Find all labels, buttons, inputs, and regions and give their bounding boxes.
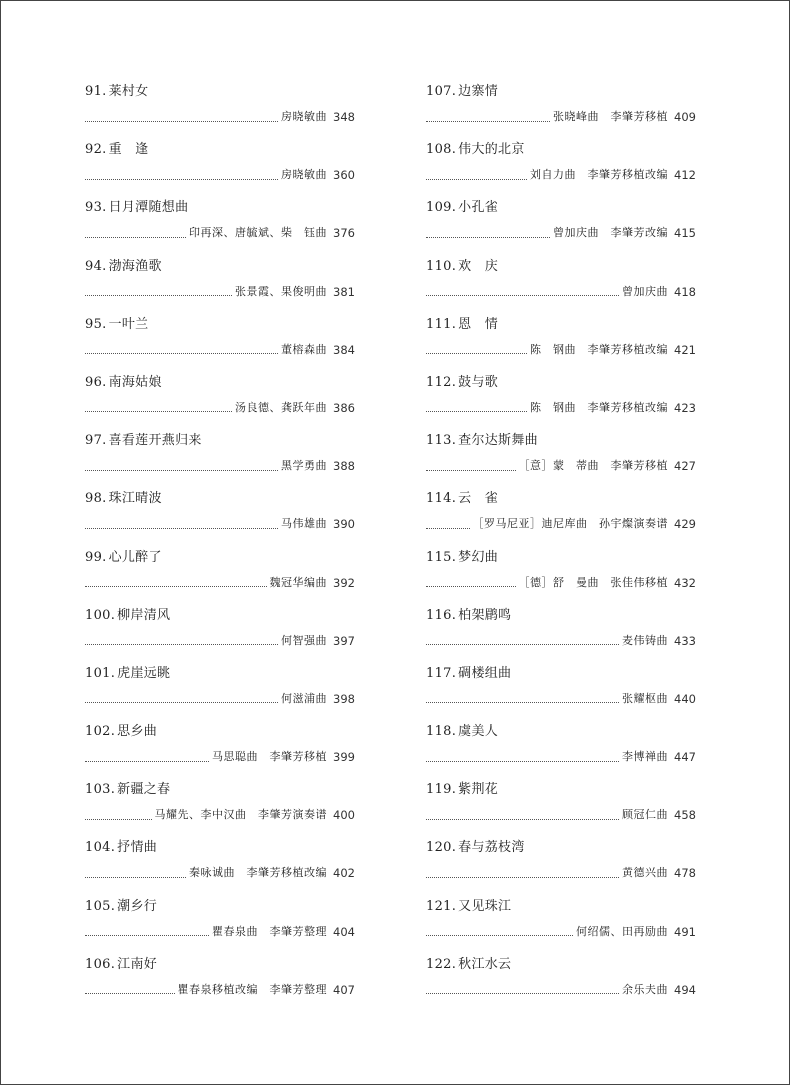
entry-leader-line [85, 576, 355, 590]
entry-number: 92. [85, 142, 107, 158]
entry-page-number: 494 [674, 982, 696, 997]
entry-number: 94. [85, 258, 107, 274]
entry-title-line [85, 899, 355, 915]
entry-number: 105. [85, 898, 116, 914]
entry-credit: 房晓敏曲 [281, 110, 327, 123]
entry-title-line [85, 375, 355, 391]
entry-title: 喜看莲开燕归来 [108, 433, 202, 449]
toc-entry [426, 200, 696, 258]
entry-title: 一叶兰 [108, 316, 149, 332]
dot-leader [85, 403, 232, 412]
entry-number: 116. [426, 607, 457, 623]
entry-number: 96. [85, 374, 107, 390]
entry-page-number: 398 [333, 691, 355, 706]
entry-number: 109. [426, 200, 457, 216]
entry-leader-line [426, 168, 696, 182]
entry-leader-line [426, 517, 696, 531]
entry-title-line [85, 142, 355, 158]
entry-leader-line [85, 517, 355, 531]
entry-leader-line [85, 634, 355, 648]
entry-leader-line [426, 110, 696, 124]
toc-entry [426, 317, 696, 375]
entry-number: 110. [426, 258, 457, 274]
entry-leader-line [426, 692, 696, 706]
dot-leader [85, 753, 209, 762]
entry-credit: 何智强曲 [281, 633, 327, 647]
entry-credit: 印再深、唐毓斌、柴 钰曲 [189, 226, 327, 240]
entry-leader-line [426, 634, 696, 648]
entry-title: 思乡曲 [117, 724, 158, 740]
entry-leader-line [426, 750, 696, 764]
dot-leader [426, 985, 619, 994]
entry-title: 虞美人 [458, 724, 499, 740]
entry-number: 108. [426, 142, 457, 158]
entry-number: 102. [85, 724, 116, 740]
entry-leader-line [426, 866, 696, 880]
entry-page-number: 447 [674, 750, 696, 765]
entry-number: 119. [426, 782, 457, 798]
entry-title: 鼓与歌 [458, 374, 499, 390]
dot-leader [426, 753, 619, 762]
entry-title: 碉楼组曲 [458, 665, 512, 681]
entry-title-line [426, 433, 696, 449]
toc-entry [426, 666, 696, 724]
entry-credit: 麦伟铸曲 [622, 633, 668, 647]
toc-left-column [85, 84, 355, 1015]
entry-title: 小孔雀 [458, 200, 499, 216]
entry-title-line [426, 375, 696, 391]
dot-leader [85, 636, 278, 645]
entry-number: 97. [85, 433, 107, 449]
entry-leader-line [85, 459, 355, 473]
dot-leader [85, 113, 278, 122]
entry-leader-line [85, 925, 355, 939]
entry-title-line [85, 200, 355, 216]
entry-credit: 瞿春泉移植改编 李肇芳整理 [177, 982, 327, 996]
dot-leader [85, 171, 278, 180]
entry-page-number: 388 [333, 459, 355, 474]
entry-number: 113. [426, 433, 457, 449]
entry-title: 查尔达斯舞曲 [458, 433, 538, 449]
entry-credit: 李博禅曲 [622, 750, 668, 764]
entry-page-number: 423 [674, 400, 696, 415]
entry-title-line [426, 782, 696, 798]
entry-title-line [426, 142, 696, 158]
entry-page-number: 376 [333, 226, 355, 241]
entry-leader-line [85, 808, 355, 822]
entry-number: 120. [426, 840, 457, 856]
entry-title: 渤海渔歌 [108, 258, 162, 274]
entry-title-line [85, 491, 355, 507]
dot-leader [426, 636, 619, 645]
entry-credit: 董榕森曲 [281, 342, 327, 356]
dot-leader [426, 462, 516, 471]
entry-title-line [85, 957, 355, 973]
toc-entry [85, 142, 355, 200]
entry-leader-line [85, 692, 355, 706]
entry-credit: ［意］蒙 蒂曲 李肇芳移植 [518, 459, 668, 473]
entry-credit: 刘自力曲 李肇芳移植改编 [530, 168, 668, 182]
entry-number: 114. [426, 491, 457, 507]
dot-leader [426, 171, 527, 180]
entry-number: 115. [426, 549, 457, 565]
toc-entry [426, 899, 696, 957]
entry-number: 112. [426, 374, 457, 390]
entry-leader-line [85, 285, 355, 299]
entry-leader-line [426, 226, 696, 240]
entry-leader-line [85, 226, 355, 240]
toc-entry [426, 433, 696, 491]
toc-entry [426, 491, 696, 549]
entry-page-number: 458 [674, 808, 696, 823]
entry-credit: 何绍儒、田再励曲 [576, 924, 668, 938]
entry-page-number: 348 [333, 110, 355, 124]
entry-title-line [426, 899, 696, 915]
entry-title-line [85, 84, 355, 100]
entry-credit: 张晓峰曲 李肇芳移植 [553, 110, 668, 123]
entry-page-number: 421 [674, 342, 696, 357]
entry-page-number: 478 [674, 866, 696, 881]
entry-credit: ［德］舒 曼曲 张佳伟移植 [518, 575, 668, 589]
entry-title-line [426, 259, 696, 275]
entry-page-number: 433 [674, 633, 696, 648]
entry-number: 111. [426, 316, 457, 332]
entry-title: 伟大的北京 [458, 142, 525, 158]
entry-credit: 马伟雄曲 [281, 517, 327, 531]
entry-page-number: 404 [333, 924, 355, 939]
entry-credit: 房晓敏曲 [281, 168, 327, 182]
toc-entry [85, 724, 355, 782]
entry-title: 边寨情 [458, 84, 499, 99]
entry-number: 103. [85, 782, 116, 798]
dot-leader [85, 811, 152, 820]
entry-credit: 曾加庆曲 李肇芳改编 [553, 226, 668, 240]
entry-title: 南海姑娘 [108, 374, 162, 390]
entry-leader-line [426, 925, 696, 939]
entry-number: 106. [85, 956, 116, 972]
entry-title: 柏架鹛鸣 [458, 607, 512, 623]
entry-title-line [85, 724, 355, 740]
dot-leader [426, 578, 516, 587]
entry-number: 107. [426, 84, 457, 99]
entry-title: 紫荆花 [458, 782, 499, 798]
entry-number: 99. [85, 549, 107, 565]
entry-credit: 陈 钢曲 李肇芳移植改编 [530, 400, 668, 414]
dot-leader [426, 520, 470, 529]
entry-leader-line [426, 401, 696, 415]
entry-title-line [426, 491, 696, 507]
entry-credit: 曾加庆曲 [622, 284, 668, 298]
entry-leader-line [85, 110, 355, 124]
entry-page-number: 360 [333, 168, 355, 183]
entry-leader-line [426, 808, 696, 822]
entry-page-number: 432 [674, 575, 696, 590]
dot-leader [85, 229, 186, 238]
dot-leader [85, 462, 278, 471]
toc-entry [85, 899, 355, 957]
entry-number: 118. [426, 724, 457, 740]
entry-number: 101. [85, 665, 116, 681]
dot-leader [85, 520, 278, 529]
dot-leader [426, 229, 550, 238]
toc-entry [426, 957, 696, 1015]
dot-leader [85, 694, 278, 703]
entry-page-number: 418 [674, 284, 696, 299]
entry-title-line [85, 317, 355, 333]
entry-page-number: 384 [333, 342, 355, 357]
entry-leader-line [426, 576, 696, 590]
entry-number: 91. [85, 84, 107, 99]
toc-entry [426, 782, 696, 840]
entry-title: 恩 情 [458, 316, 499, 332]
entry-title-line [85, 608, 355, 624]
entry-number: 95. [85, 316, 107, 332]
toc-entry [426, 259, 696, 317]
toc-entry [85, 550, 355, 608]
entry-page-number: 400 [333, 808, 355, 823]
entry-credit: 余乐夫曲 [622, 982, 668, 996]
entry-title: 云 雀 [458, 491, 499, 507]
entry-credit: 何滋浦曲 [281, 691, 327, 705]
entry-leader-line [426, 343, 696, 357]
toc-entry [426, 608, 696, 666]
entry-number: 104. [85, 840, 116, 856]
entry-title: 心儿醉了 [108, 549, 162, 565]
entry-title-line [85, 840, 355, 856]
entry-title-line [426, 608, 696, 624]
entry-number: 100. [85, 607, 116, 623]
entry-number: 121. [426, 898, 457, 914]
entry-page-number: 407 [333, 982, 355, 997]
toc-entry [426, 724, 696, 782]
entry-leader-line [426, 459, 696, 473]
entry-title: 秋江水云 [458, 956, 512, 972]
entry-title: 抒情曲 [117, 840, 158, 856]
entry-leader-line [85, 750, 355, 764]
entry-credit: 马思聪曲 李肇芳移植 [212, 750, 327, 764]
entry-title: 莱村女 [108, 84, 149, 99]
entry-leader-line [85, 866, 355, 880]
entry-leader-line [85, 983, 355, 997]
entry-page-number: 429 [674, 517, 696, 532]
entry-credit: 张耀枢曲 [622, 691, 668, 705]
entry-title: 虎崖远眺 [117, 665, 171, 681]
toc-entry [85, 782, 355, 840]
entry-number: 93. [85, 200, 107, 216]
toc-entry [85, 317, 355, 375]
toc-entry [85, 84, 355, 142]
entry-credit: 陈 钢曲 李肇芳移植改编 [530, 342, 668, 356]
entry-credit: 瞿春泉曲 李肇芳整理 [212, 924, 327, 938]
entry-title: 春与荔枝湾 [458, 840, 525, 856]
entry-page-number: 491 [674, 924, 696, 939]
entry-title: 柳岸清风 [117, 607, 171, 623]
entry-credit: 马耀先、李中汉曲 李肇芳演奏谱 [154, 808, 327, 822]
entry-title-line [85, 550, 355, 566]
toc-entry [85, 200, 355, 258]
dot-leader [85, 927, 209, 936]
entry-leader-line [85, 168, 355, 182]
entry-page-number: 399 [333, 750, 355, 765]
entry-page-number: 386 [333, 400, 355, 415]
entry-page-number: 415 [674, 226, 696, 241]
dot-leader [426, 927, 573, 936]
entry-credit: 魏冠华编曲 [269, 575, 327, 589]
entry-credit: 秦咏诚曲 李肇芳移植改编 [189, 866, 327, 880]
entry-credit: 黑学勇曲 [281, 459, 327, 473]
entry-page-number: 392 [333, 575, 355, 590]
entry-leader-line [85, 343, 355, 357]
entry-number: 117. [426, 665, 457, 681]
toc-right-column [426, 84, 696, 1015]
entry-leader-line [85, 401, 355, 415]
entry-number: 98. [85, 491, 107, 507]
entry-title-line [426, 200, 696, 216]
entry-credit: ［罗马尼亚］迪尼库曲 孙宇燦演奏谱 [472, 517, 668, 531]
entry-page-number: 397 [333, 633, 355, 648]
entry-title-line [85, 782, 355, 798]
entry-credit: 顾冠仁曲 [622, 808, 668, 822]
entry-title: 日月潭随想曲 [108, 200, 189, 216]
entry-leader-line [426, 285, 696, 299]
entry-title: 梦幻曲 [458, 549, 499, 565]
toc-entry [426, 375, 696, 433]
entry-page-number: 412 [674, 168, 696, 183]
dot-leader [85, 869, 186, 878]
entry-title-line [426, 724, 696, 740]
dot-leader [85, 345, 278, 354]
dot-leader [426, 694, 619, 703]
entry-title: 又见珠江 [458, 898, 512, 914]
entry-number: 122. [426, 956, 457, 972]
entry-title: 潮乡行 [117, 898, 158, 914]
dot-leader [85, 985, 175, 994]
entry-leader-line [426, 983, 696, 997]
entry-title-line [426, 957, 696, 973]
entry-title-line [426, 840, 696, 856]
entry-title-line [85, 433, 355, 449]
entry-page-number: 409 [674, 110, 696, 124]
dot-leader [85, 578, 267, 587]
dot-leader [426, 403, 527, 412]
toc-entry [85, 491, 355, 549]
entry-title: 新疆之春 [117, 782, 171, 798]
entry-title: 珠江晴波 [108, 491, 162, 507]
toc-entry [85, 608, 355, 666]
dot-leader [426, 345, 527, 354]
toc-entry [85, 433, 355, 491]
entry-title: 江南好 [117, 956, 158, 972]
entry-page-number: 440 [674, 691, 696, 706]
entry-title-line [426, 550, 696, 566]
toc-entry [426, 84, 696, 142]
entry-page-number: 402 [333, 866, 355, 881]
entry-title-line [85, 259, 355, 275]
entry-credit: 张景霞、果俊明曲 [235, 284, 327, 298]
toc-entry [85, 375, 355, 433]
dot-leader [426, 811, 619, 820]
entry-page-number: 427 [674, 459, 696, 474]
entry-credit: 汤良德、龚跃年曲 [235, 400, 327, 414]
toc-entry [85, 957, 355, 1015]
toc-entry [426, 142, 696, 200]
dot-leader [426, 113, 550, 122]
toc-entry [85, 259, 355, 317]
toc-entry [426, 550, 696, 608]
entry-page-number: 390 [333, 517, 355, 532]
toc-entry [426, 840, 696, 898]
toc-entry [85, 840, 355, 898]
entry-title: 重 逢 [108, 142, 149, 158]
entry-page-number: 381 [333, 284, 355, 299]
entry-title: 欢 庆 [458, 258, 499, 274]
entry-title-line [426, 666, 696, 682]
dot-leader [85, 287, 232, 296]
dot-leader [426, 869, 619, 878]
toc-entry [85, 666, 355, 724]
entry-title-line [85, 666, 355, 682]
dot-leader [426, 287, 619, 296]
entry-title-line [426, 317, 696, 333]
entry-credit: 黄德兴曲 [622, 866, 668, 880]
entry-title-line [426, 84, 696, 100]
